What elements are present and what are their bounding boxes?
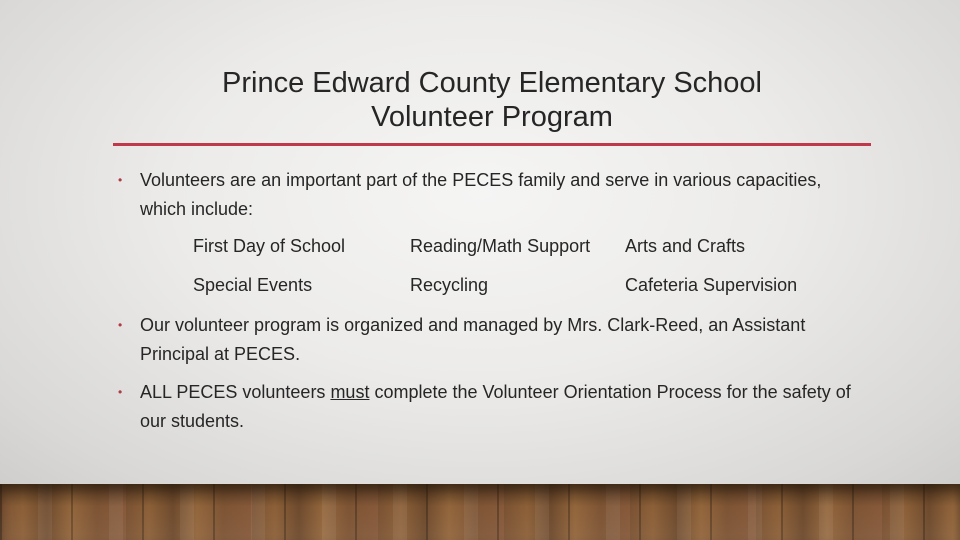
wood-floor-decoration [0,484,960,540]
bullet-program-management [118,311,858,369]
capacity-item: Special Events [193,275,313,295]
bullet-volunteers [118,166,858,224]
emphasis-must: must [330,382,370,402]
capacity-item: Reading/Math Support [410,236,591,256]
bullet-orientation [118,378,858,436]
title-line-2: Volunteer Program [371,101,613,133]
bullet-text: Volunteers are an important part of the PECES family and serve in various capacities, which include: [140,170,822,219]
bullet-marker: • [118,318,123,332]
bullet-text: Our volunteer program is organized and managed by Mrs. Clark-Reed, an Assistant Principal at PECES. [140,315,806,364]
capacity-item: First Day of School [193,236,346,256]
bullet-marker: • [118,385,123,399]
title-divider [113,143,871,146]
title-line-1: Prince Edward County Elementary School [222,67,762,99]
capacity-item: Arts and Crafts [625,236,746,256]
capacity-item: Recycling [410,275,489,295]
bullet-text-end: complete the Volunteer Orientation Process for the safety of our students. [140,382,851,431]
slide-title [113,66,871,134]
capacity-item: Cafeteria Supervision [625,275,798,295]
bullet-text-start: ALL PECES volunteers [140,382,331,402]
bullet-marker: • [118,173,123,187]
bullet-text [140,378,858,436]
